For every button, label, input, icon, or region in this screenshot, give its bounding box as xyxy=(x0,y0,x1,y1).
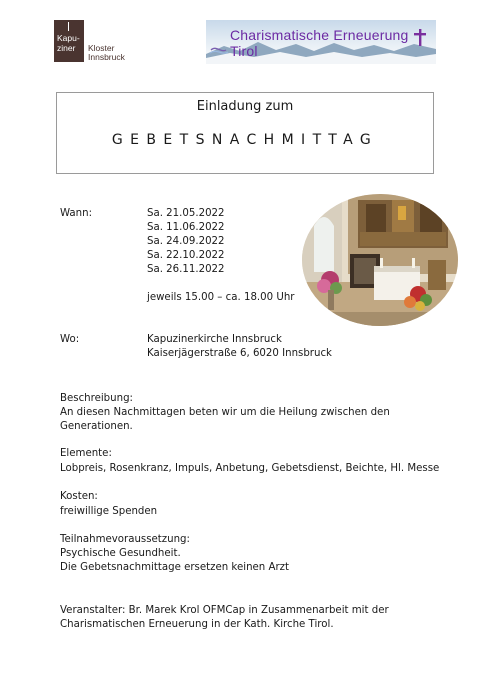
time-range: jeweils 15.00 – ca. 18.00 Uhr xyxy=(147,292,295,303)
wann-label: Wann: xyxy=(60,208,93,219)
title-box xyxy=(56,92,434,174)
beschreibung-heading: Beschreibung: xyxy=(60,393,133,404)
banner-title: Charismatische Erneuerung Tirol xyxy=(230,27,409,59)
date-5: Sa. 26.11.2022 xyxy=(147,264,225,275)
logo-sub-innsbruck: Innsbruck xyxy=(88,52,125,62)
logo-text-line1: Kapu- xyxy=(57,33,80,43)
title-invitation: Einladung zum xyxy=(196,99,294,114)
logo-sub-kloster: Kloster xyxy=(88,43,115,53)
title-event: GEBETSNACHMITTAG xyxy=(111,132,379,148)
charismatische-banner xyxy=(206,20,436,64)
teilnahme-heading: Teilnahmevoraussetzung: xyxy=(60,534,190,545)
beschreibung-line1: An diesen Nachmittagen beten wir um die Heilung zwischen den xyxy=(60,407,390,418)
logo-divider xyxy=(68,22,69,31)
church-interior-photo xyxy=(302,194,458,326)
kosten-line1: freiwillige Spenden xyxy=(60,506,158,517)
veranstalter-line2: Charismatischen Erneuerung in der Kath. Kirche Tirol. xyxy=(60,619,334,630)
kosten-heading: Kosten: xyxy=(60,491,98,502)
date-1: Sa. 21.05.2022 xyxy=(147,208,225,219)
elemente-heading: Elemente: xyxy=(60,448,112,459)
date-3: Sa. 24.09.2022 xyxy=(147,236,225,247)
wo-label: Wo: xyxy=(60,334,80,345)
beschreibung-line2: Generationen. xyxy=(60,421,133,432)
teilnahme-line1: Psychische Gesundheit. xyxy=(60,548,181,559)
location-address: Kaiserjägerstraße 6, 6020 Innsbruck xyxy=(147,348,332,359)
logo-text-line2: ziner xyxy=(57,43,76,53)
date-4: Sa. 22.10.2022 xyxy=(147,250,225,261)
elemente-line1: Lobpreis, Rosenkranz, Impuls, Anbetung, Gebetsdienst, Beichte, Hl. Messe xyxy=(60,463,440,474)
date-2: Sa. 11.06.2022 xyxy=(147,222,225,233)
teilnahme-line2: Die Gebetsnachmittage ersetzen keinen Arzt xyxy=(60,562,289,573)
location-church: Kapuzinerkirche Innsbruck xyxy=(147,334,282,345)
veranstalter-line1: Veranstalter: Br. Marek Krol OFMCap in Zusammenarbeit mit der xyxy=(60,605,389,616)
